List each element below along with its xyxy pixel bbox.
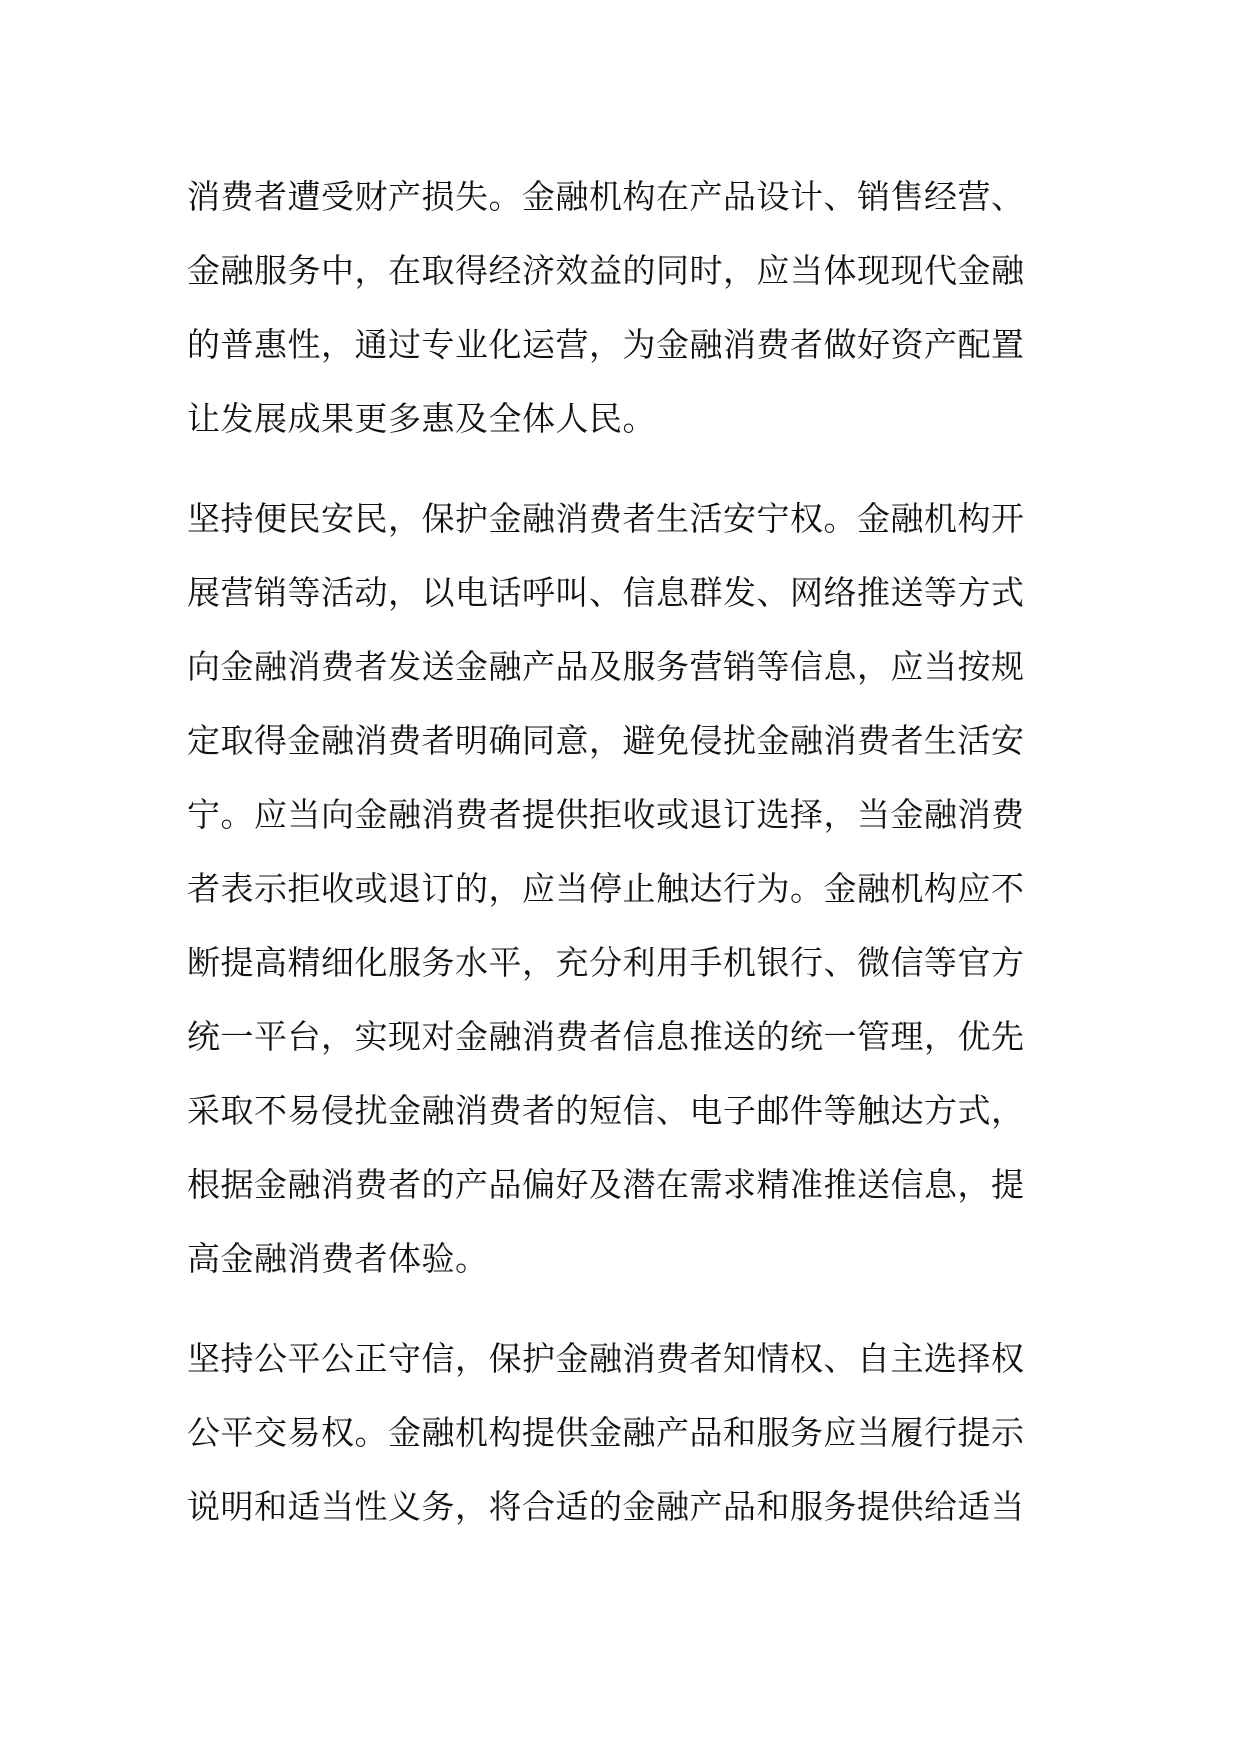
text-line: 金融服务中，在取得经济效益的同时，应当体现现代金融 xyxy=(187,251,1025,290)
text-line: 消费者遭受财产损失。金融机构在产品设计、销售经营、 xyxy=(187,177,1025,216)
text-line: 采取不易侵扰金融消费者的短信、电子邮件等触达方式， xyxy=(187,1091,1025,1130)
text-line: 公平交易权。金融机构提供金融产品和服务应当履行提示 xyxy=(187,1413,1025,1452)
text-line: 坚持公平公正守信，保护金融消费者知情权、自主选择权 xyxy=(187,1339,1025,1378)
document-body xyxy=(187,160,1062,1570)
text-line: 定取得金融消费者明确同意，避免侵扰金融消费者生活安 xyxy=(187,721,1025,760)
text-line: 宁。应当向金融消费者提供拒收或退订选择，当金融消费 xyxy=(187,795,1025,834)
text-line: 统一平台，实现对金融消费者信息推送的统一管理，优先 xyxy=(187,1017,1025,1056)
text-line: 坚持便民安民，保护金融消费者生活安宁权。金融机构开 xyxy=(187,499,1025,538)
text-line: 让发展成果更多惠及全体人民。 xyxy=(187,399,656,438)
text-line: 向金融消费者发送金融产品及服务营销等信息，应当按规 xyxy=(187,647,1025,686)
paragraph-3 xyxy=(187,1322,1062,1544)
text-line: 展营销等活动，以电话呼叫、信息群发、网络推送等方式 xyxy=(187,573,1025,612)
text-line: 者表示拒收或退订的，应当停止触达行为。金融机构应不 xyxy=(187,869,1025,908)
text-line: 说明和适当性义务，将合适的金融产品和服务提供给适当 xyxy=(187,1487,1025,1526)
paragraph-2 xyxy=(187,482,1062,1296)
text-line: 高金融消费者体验。 xyxy=(187,1239,489,1278)
text-line: 的普惠性，通过专业化运营，为金融消费者做好资产配置 xyxy=(187,325,1025,364)
paragraph-1 xyxy=(187,160,1062,456)
text-line: 断提高精细化服务水平，充分利用手机银行、微信等官方 xyxy=(187,943,1025,982)
text-line: 根据金融消费者的产品偏好及潜在需求精准推送信息，提 xyxy=(187,1165,1025,1204)
